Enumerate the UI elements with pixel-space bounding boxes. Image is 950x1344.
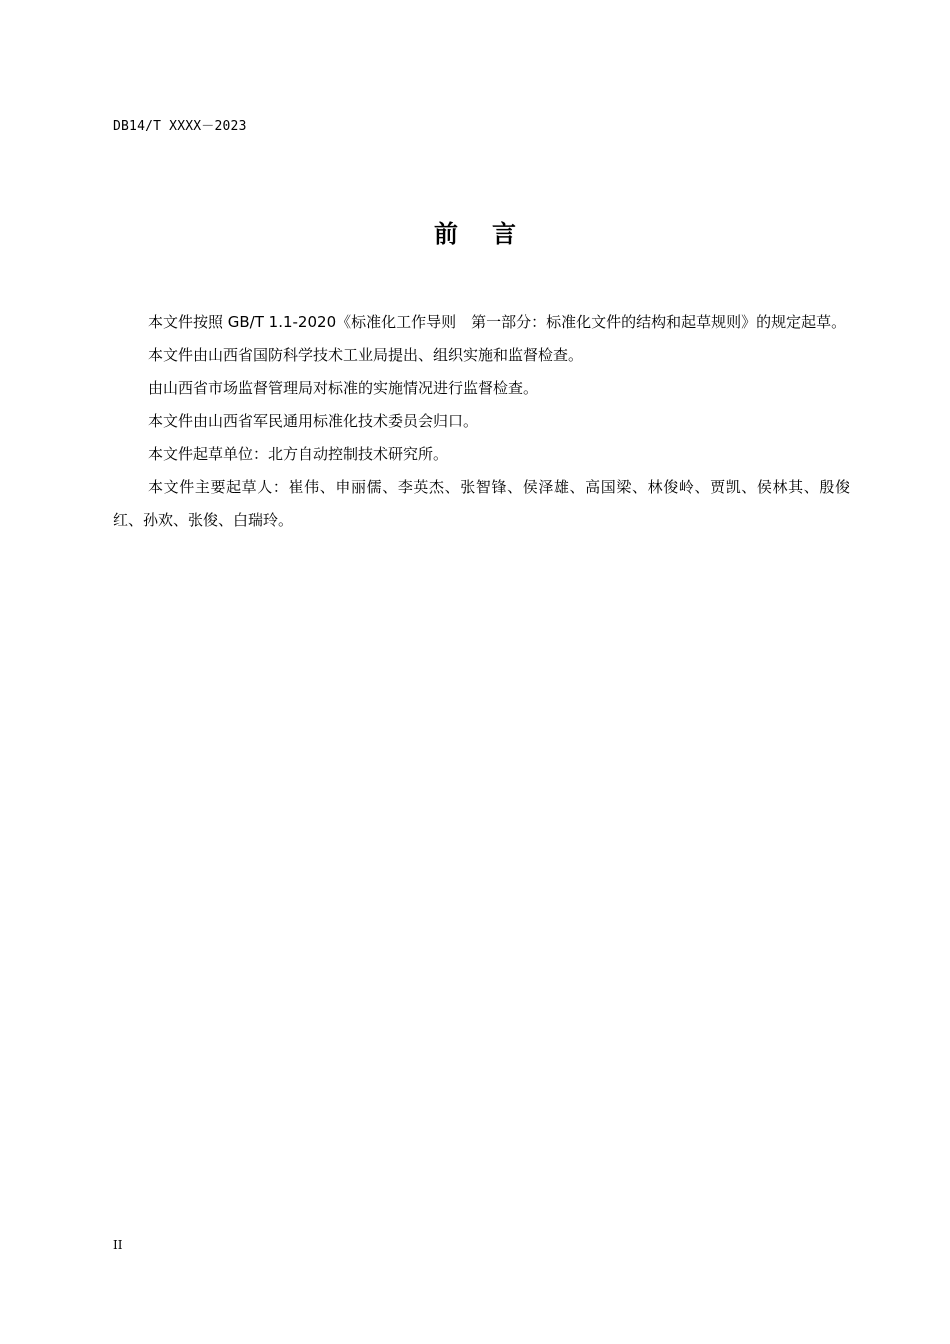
page-title-char-2: 言	[492, 220, 516, 248]
page-title	[0, 214, 950, 249]
paragraph-proposer: 本文件由山西省国防科学技术工业局提出、组织实施和监督检查。	[148, 346, 584, 364]
foreword-body	[113, 306, 850, 537]
page-number: II	[113, 1238, 123, 1252]
paragraph-drafting-rules: 本文件按照 GB/T 1.1-2020《标准化工作导则 第一部分：标准化文件的结构和起草规则》的规定起草。	[148, 313, 847, 331]
page-title-char-1: 前	[434, 220, 458, 248]
paragraph-supervision: 由山西省市场监督管理局对标准的实施情况进行监督检查。	[148, 379, 539, 397]
paragraph-committee: 本文件由山西省军民通用标准化技术委员会归口。	[148, 412, 479, 430]
document-code: DB14/T XXXX－2023	[113, 119, 247, 134]
paragraph-drafters: 本文件主要起草人：崔伟、申丽儒、李英杰、张智锋、侯泽雄、高国梁、林俊岭、贾凯、侯林其、殷俊红、孙欢、张俊、白瑞玲。	[113, 478, 850, 529]
paragraph-drafting-unit: 本文件起草单位：北方自动控制技术研究所。	[148, 445, 449, 463]
